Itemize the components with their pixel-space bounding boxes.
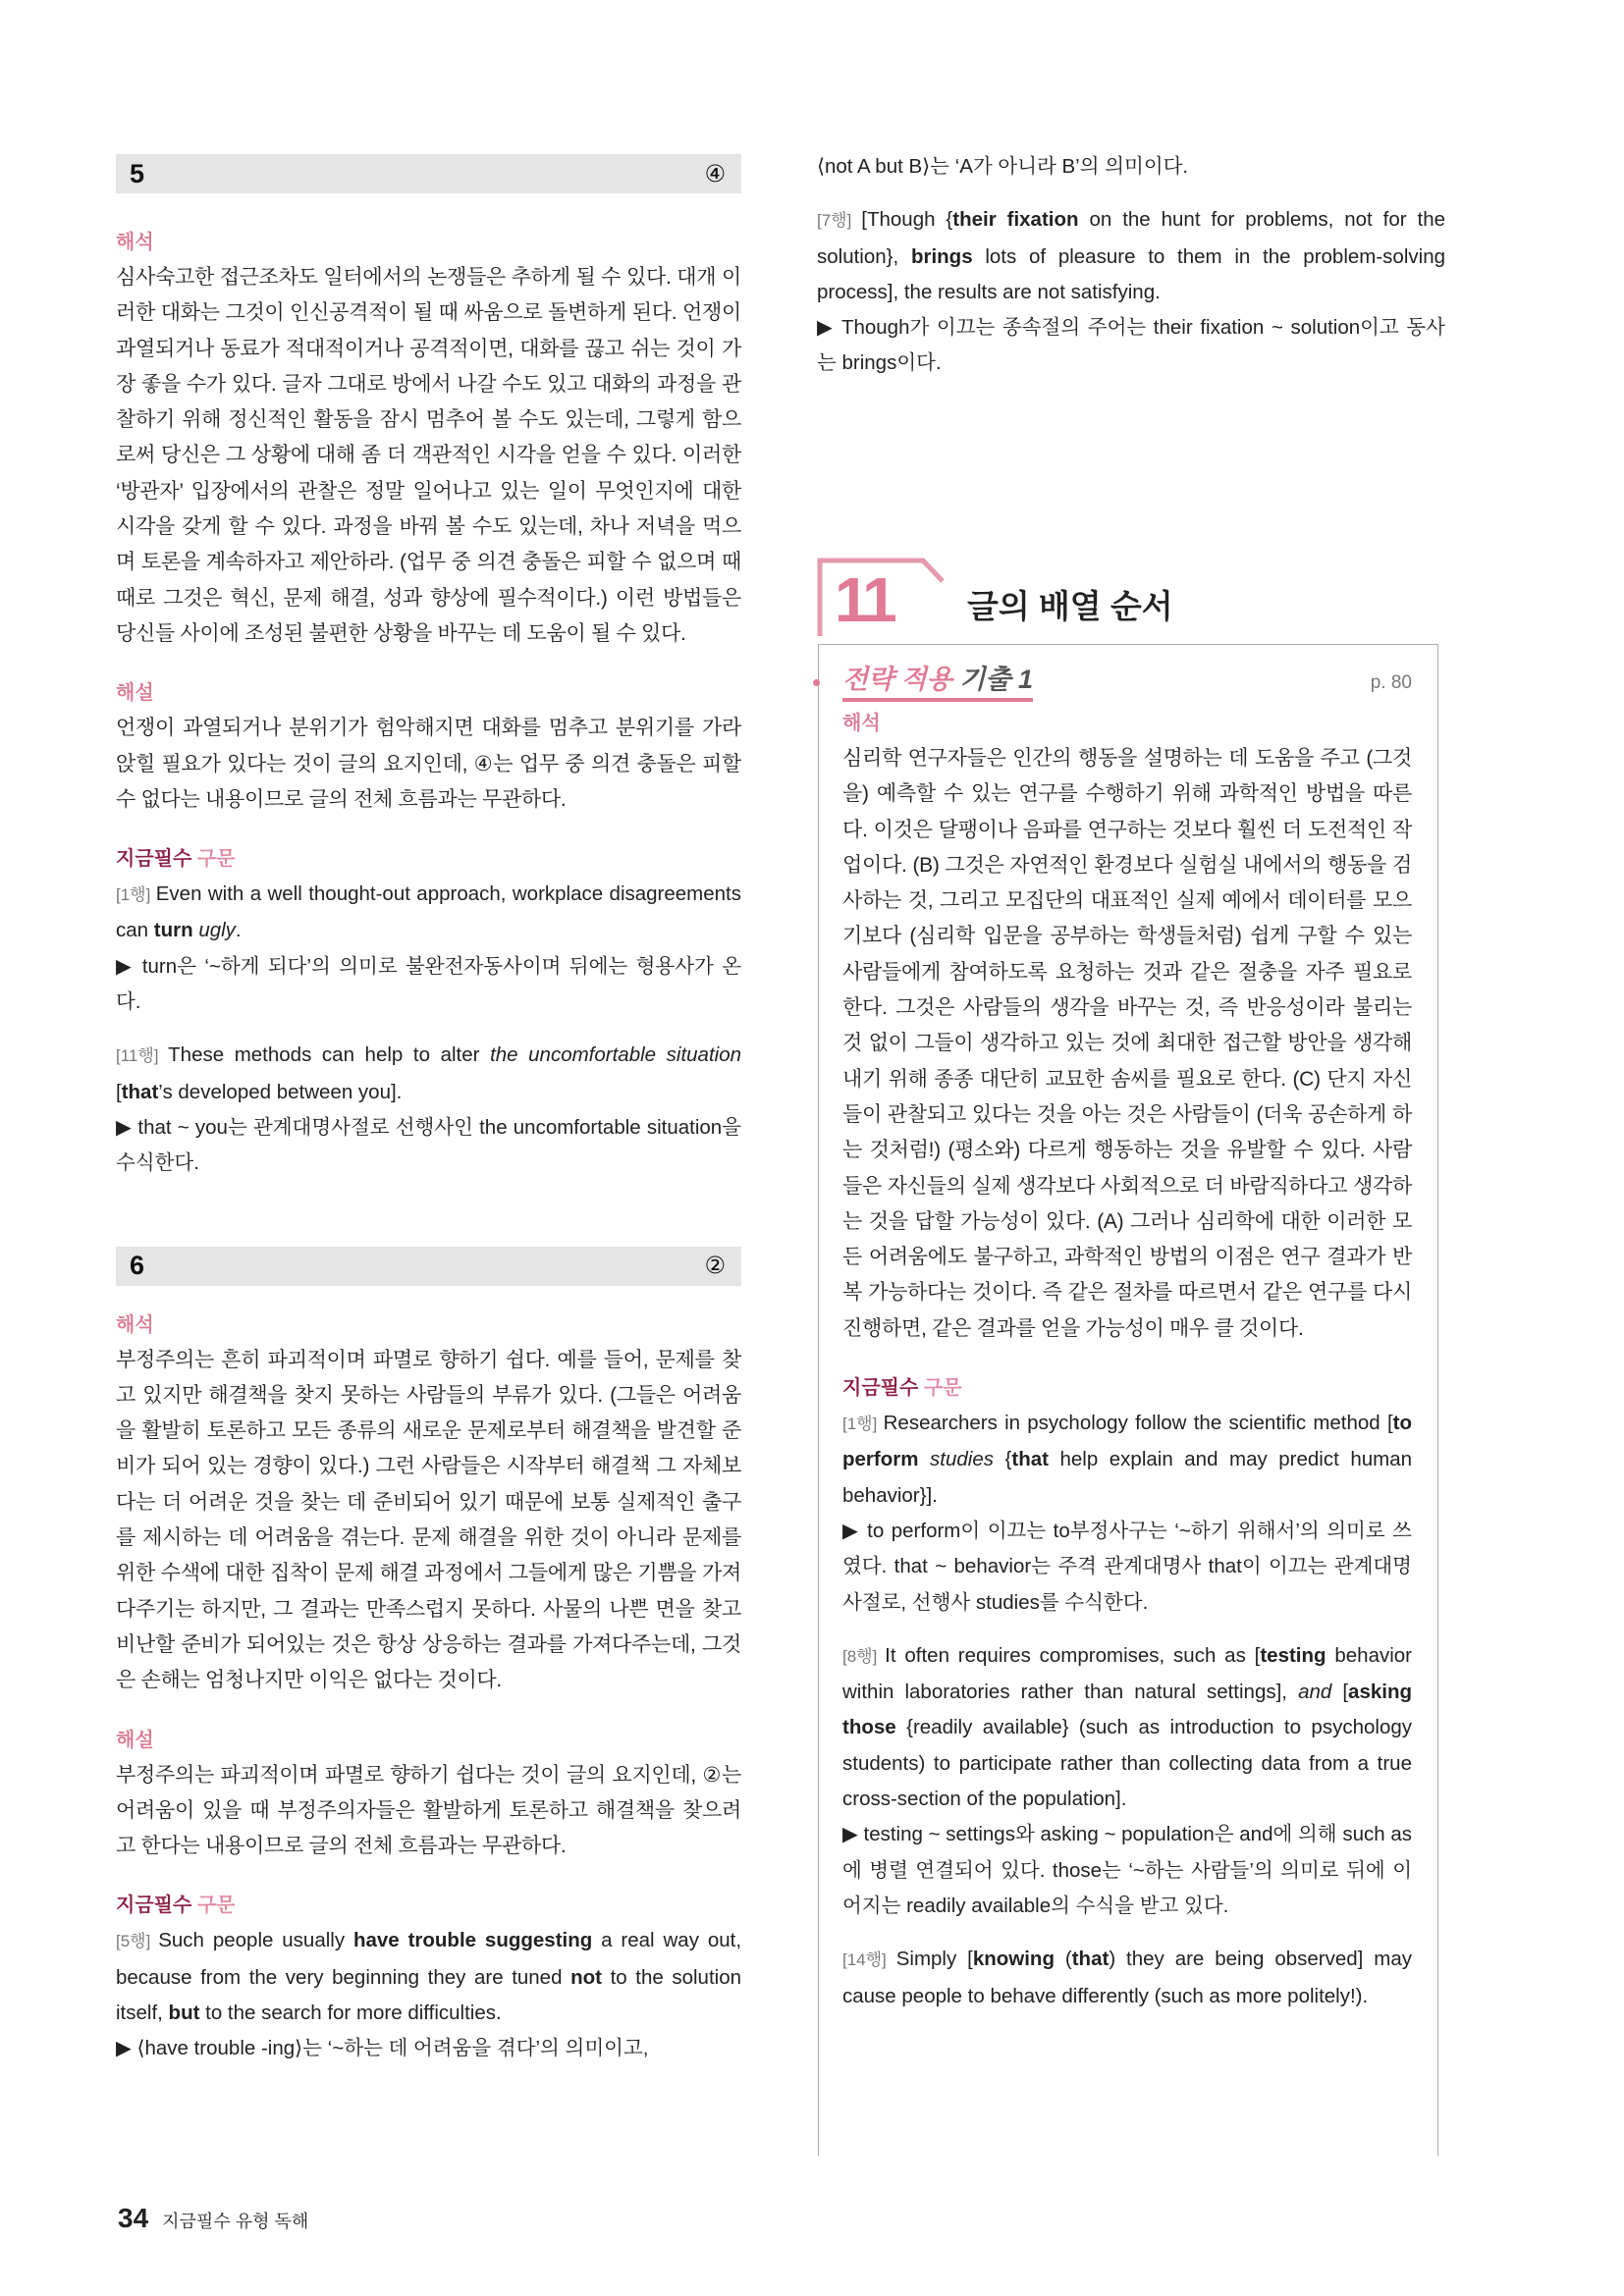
text-segment: the uncomfortable situation	[490, 1043, 741, 1067]
text-segment: a real way out, because from the very beginning they are tuned	[116, 1929, 742, 1989]
syntax-label	[842, 1370, 1412, 1406]
text-segment: to perform	[842, 1412, 1413, 1471]
text-segment: behavior within laboratories rather than natural settings],	[842, 1643, 1412, 1704]
question-number: 5	[130, 158, 145, 188]
text-segment: that	[1071, 1948, 1110, 1971]
syntax-label-sub: 구문	[923, 1377, 962, 1400]
text-segment: Researchers in psychology follow the scientific method [	[883, 1412, 1393, 1435]
text-segment: ▶ ⟨have trouble -ing⟩는 ‘~하는 데 어려움을 겪다’의 의미이고,	[116, 2037, 649, 2060]
text-segment: ⟨not A but B⟩는 ‘A가 아니라 B’의 의미이다.	[817, 155, 1189, 178]
syntax-label-sub: 구문	[196, 1895, 236, 1917]
strategy-title	[842, 658, 1033, 702]
explanation-text: 언쟁이 과열되거나 분위기가 험악해지면 대화를 멈추고 분위기를 가라앉힐 필요가 있다는 것이 글의 요지인데, ④는 업무 중 의견 충돌은 피할 수 없다는 내용이므로 글의 전체 흐름과는 무관하다.	[116, 717, 741, 811]
translation-label: 해석	[842, 713, 881, 734]
text-segment: {readily available} (such as introduction to psychology students) to participate rather than collecting data from a true cross-section of the population].	[842, 1716, 1412, 1811]
explanation-label: 해설	[116, 1729, 154, 1751]
text-segment: Such people usually	[158, 1929, 353, 1952]
syntax-label-main: 지금필수	[116, 848, 192, 871]
bullet-dot-icon	[813, 679, 820, 686]
text-segment: Simply [	[895, 1948, 973, 1971]
strategy-title-sub: 기출 1	[959, 665, 1034, 694]
syntax-notes	[116, 1923, 741, 2066]
book-title: 지금필수 유형 독해	[162, 2212, 309, 2231]
text-segment: [	[1331, 1681, 1349, 1704]
text-segment: studies	[930, 1448, 994, 1471]
spacer	[817, 185, 1445, 202]
text-segment: These methods can help to alter	[168, 1043, 491, 1067]
text-segment: It often requires compromises, such as [	[885, 1643, 1261, 1667]
text-segment: {	[993, 1448, 1012, 1471]
text-segment: ▶ testing ~ settings와 asking ~ population은 and에 의해 such as에 병렬 연결되어 있다. those는 ‘~하는 사람들’의 의미로 뒤에 이어지는 readily available의 수식을 받고 있다.	[842, 1823, 1412, 1917]
text-segment	[918, 1448, 930, 1470]
translation-label: 해석	[116, 232, 154, 253]
text-segment: ▶ turn은 ‘~하게 되다’의 의미로 불완전자동사이며 뒤에는 형용사가 온다.	[116, 954, 741, 1014]
text-segment: asking those	[842, 1681, 1412, 1739]
spacer	[842, 1621, 1412, 1638]
syntax-note	[817, 149, 1445, 185]
text-segment: turn	[153, 919, 193, 942]
syntax-note	[116, 877, 741, 949]
strategy-header	[842, 663, 1412, 702]
syntax-label-sub: 구문	[196, 848, 236, 871]
text-segment: ugly	[198, 919, 236, 942]
syntax-label	[116, 841, 741, 877]
explanation-text: 부정주의는 파괴적이며 파멸로 향하기 쉽다는 것이 글의 요지인데, ②는 어려움이 있을 때 부정주의자들은 활발하게 토론하고 해결책을 찾으려고 한다는 내용이므로 글의 전체 흐름과는 무관하다.	[116, 1763, 741, 1858]
line-reference: [11행]	[116, 1046, 169, 1066]
syntax-label-main: 지금필수	[842, 1377, 919, 1400]
syntax-note	[842, 1514, 1412, 1621]
section-header	[817, 558, 1445, 646]
text-segment: .	[235, 919, 242, 942]
line-reference: [5행]	[116, 1932, 159, 1951]
text-segment: [	[116, 1080, 122, 1103]
question-5-header	[116, 154, 741, 193]
syntax-note	[116, 1923, 741, 2031]
text-segment: ▶ Though가 이끄는 종속절의 주어는 their fixation ~ solution이고 동사는 brings이다.	[817, 316, 1445, 375]
page-footer	[118, 2203, 308, 2234]
section-number: 11	[835, 564, 893, 635]
text-segment: to the search for more difficulties.	[199, 2001, 502, 2024]
answer-mark: ④	[704, 160, 726, 187]
text-segment: knowing	[972, 1948, 1055, 1971]
page-reference: p. 80	[1370, 672, 1412, 693]
syntax-notes	[842, 1406, 1412, 2014]
syntax-note	[116, 1110, 741, 1182]
text-segment: that	[121, 1080, 159, 1103]
line-reference: [7행]	[817, 211, 862, 231]
question-number: 6	[130, 1251, 145, 1281]
explanation-label: 해설	[116, 682, 154, 705]
text-segment: their fixation	[952, 208, 1079, 232]
section-title: 글의 배열 순서	[967, 588, 1173, 624]
spacer	[842, 1924, 1412, 1942]
text-segment: ▶ that ~ you는 관계대명사절로 선행사인 the uncomfortable situation을 수식한다.	[116, 1115, 741, 1175]
syntax-label	[116, 1888, 741, 1923]
section-box	[818, 644, 1438, 2156]
text-segment: help explain and may predict human behavior}].	[842, 1448, 1413, 1507]
left-column	[116, 154, 741, 2067]
text-segment: testing	[1260, 1643, 1326, 1667]
page-number: 34	[118, 2203, 149, 2233]
text-segment: but	[168, 2001, 200, 2024]
text-segment: ▶ to perform이 이끄는 to부정사구는 ‘~하기 위해서’의 의미로 쓰였다. that ~ behavior는 주격 관계대명사 that이 이끄는 관계대명사절로, 선행사 studies를 수식한다.	[842, 1519, 1412, 1614]
text-segment: (	[1054, 1948, 1072, 1971]
syntax-note	[116, 1038, 741, 1110]
translation-text: 심리학 연구자들은 인간의 행동을 설명하는 데 도움을 주고 (그것을) 예측할 수 있는 연구를 수행하기 위해 과학적인 방법을 따른다. 이것은 달팽이나 음파를 연구하는 것보다 훨씬 더 도전적인 작업이다. (B) 그것은 자연적인 환경보다 실험실 내에서의 행동을 검사하는 것, 그리고 모집단의 대표적인 실제 예에서 데이터를 모으기보다 (심리학 입문을 공부하는 학생들처럼) 쉽게 구할 수 있는 사람들에게 참여하도록 요청하는 것과 같은 절충을 자주 필요로 한다. 그것은 사람들의 생각을 바꾸는 것, 즉 반응성이라 불리는 것 없이 그들이 생각하고 있는 것에 최대한 접근할 방안을 생각해 내기 위해 종종 대단히 교묘한 솜씨를 필요로 한다. (C) 단지 자신들이 관찰되고 있다는 것을 아는 것은 사람들이 (더욱 공손하게 하는 것처럼!) (평소와) 다르게 행동하는 것을 유발할 수 있다. 사람들은 자신들의 실제 생각보다 사회적으로 더 바람직하다고 생각하는 것을 답할 가능성이 있다. (A) 그러나 심리학에 대한 이러한 모든 어려움에도 불구하고, 과학적인 방법의 이점은 연구 결과가 반복 가능하다는 것이다. 즉 같은 절차를 따르면서 같은 연구를 다시 진행하면, 같은 결과를 얻을 가능성이 매우 클 것이다.	[842, 747, 1412, 1340]
translation-text: 심사숙고한 접근조차도 일터에서의 논쟁들은 추하게 될 수 있다. 대개 이러한 대화는 그것이 인신공격적이 될 때 싸움으로 돌변하게 된다. 언쟁이 과열되거나 동료가 적대적이거나 공격적이면, 대화를 끊고 쉬는 것이 가장 좋을 수가 있다. 글자 그대로 방에서 나갈 수도 있고 대화의 과정을 관찰하기 위해 정신적인 활동을 잠시 멈추어 볼 수도 있는데, 그렇게 함으로써 당신은 그 상황에 대해 좀 더 객관적인 시각을 얻을 수 있다. 이러한 ‘방관자’ 입장에서의 관찰은 정말 일어나고 있는 일이 무엇인지에 대한 시각을 갖게 할 수 있다. 과정을 바꿔 볼 수도 있는데, 차나 저녁을 먹으며 토론을 계속하자고 제안하라. (업무 중 의견 충돌은 피할 수 없으며 때때로 그것은 혁신, 문제 해결, 성과 향상에 필수적이다.) 이런 방법들은 당신들 사이에 조성된 불편한 상황을 바꾸는 데 도움이 될 수 있다.	[116, 266, 741, 645]
text-segment: Even with a well thought-out approach, workplace disagreements can	[116, 882, 742, 942]
text-segment: not	[570, 1965, 602, 1989]
text-segment: that	[1011, 1448, 1049, 1471]
answer-mark: ②	[704, 1253, 726, 1280]
text-segment: have trouble suggesting	[352, 1929, 593, 1952]
line-reference: [1행]	[116, 885, 156, 905]
syntax-note	[842, 1406, 1412, 1514]
syntax-notes	[116, 877, 741, 1181]
text-segment: to the solution itself,	[116, 1965, 742, 2024]
syntax-notes-continued	[817, 149, 1445, 382]
line-reference: [14행]	[842, 1950, 896, 1970]
syntax-note	[842, 1817, 1412, 1924]
syntax-note	[842, 1942, 1412, 2014]
line-reference: [1행]	[842, 1415, 884, 1434]
text-segment: ) they are being observed] may cause people to behave differently (such as more politely!).	[842, 1948, 1412, 2007]
text-segment: brings	[910, 244, 973, 268]
text-segment: ’s developed between you].	[158, 1080, 403, 1103]
syntax-label-main: 지금필수	[116, 1895, 192, 1917]
text-segment: and	[1298, 1681, 1332, 1704]
translation-label: 해석	[116, 1313, 154, 1336]
spacer	[116, 1020, 741, 1038]
question-6-header	[116, 1247, 741, 1286]
syntax-note	[116, 2031, 741, 2066]
text-segment: [Though {	[861, 208, 953, 232]
syntax-note	[817, 310, 1445, 382]
text-segment: on the hunt for problems, not for the solution},	[817, 208, 1445, 268]
syntax-note	[842, 1638, 1412, 1817]
syntax-note	[817, 202, 1445, 310]
translation-text: 부정주의는 흔히 파괴적이며 파멸로 향하기 쉽다. 예를 들어, 문제를 찾고 있지만 해결책을 찾지 못하는 사람들의 부류가 있다. (그들은 어려움을 활발히 토론하고 모든 종류의 새로운 문제로부터 해결책을 발견할 준비가 되어 있는 경향이 있다.) 그런 사람들은 시작부터 해결책 그 자체보다는 더 어려운 것을 찾는 데 준비되어 있기 때문에 보통 실제적인 출구를 제시하는 데 어려움을 겪는다. 문제 해결을 위한 것이 아니라 문제를 위한 수색에 대한 집착이 문제 해결 과정에서 그들에게 많은 기쁨을 가져다주기는 하지만, 그 결과는 만족스럽지 못하다. 사물의 나쁜 면을 찾고 비난할 준비가 되어있는 것은 항상 상응하는 결과를 가져다주는데, 그것은 손해는 엄청나지만 이익은 없다는 것이다.	[116, 1348, 741, 1692]
line-reference: [8행]	[842, 1646, 886, 1666]
strategy-title-main: 전략 적용	[842, 665, 952, 694]
syntax-note	[116, 949, 741, 1021]
right-column	[817, 149, 1445, 382]
text-segment: lots of pleasure to them in the problem-solving process], the results are not satisfying.	[817, 244, 1445, 303]
